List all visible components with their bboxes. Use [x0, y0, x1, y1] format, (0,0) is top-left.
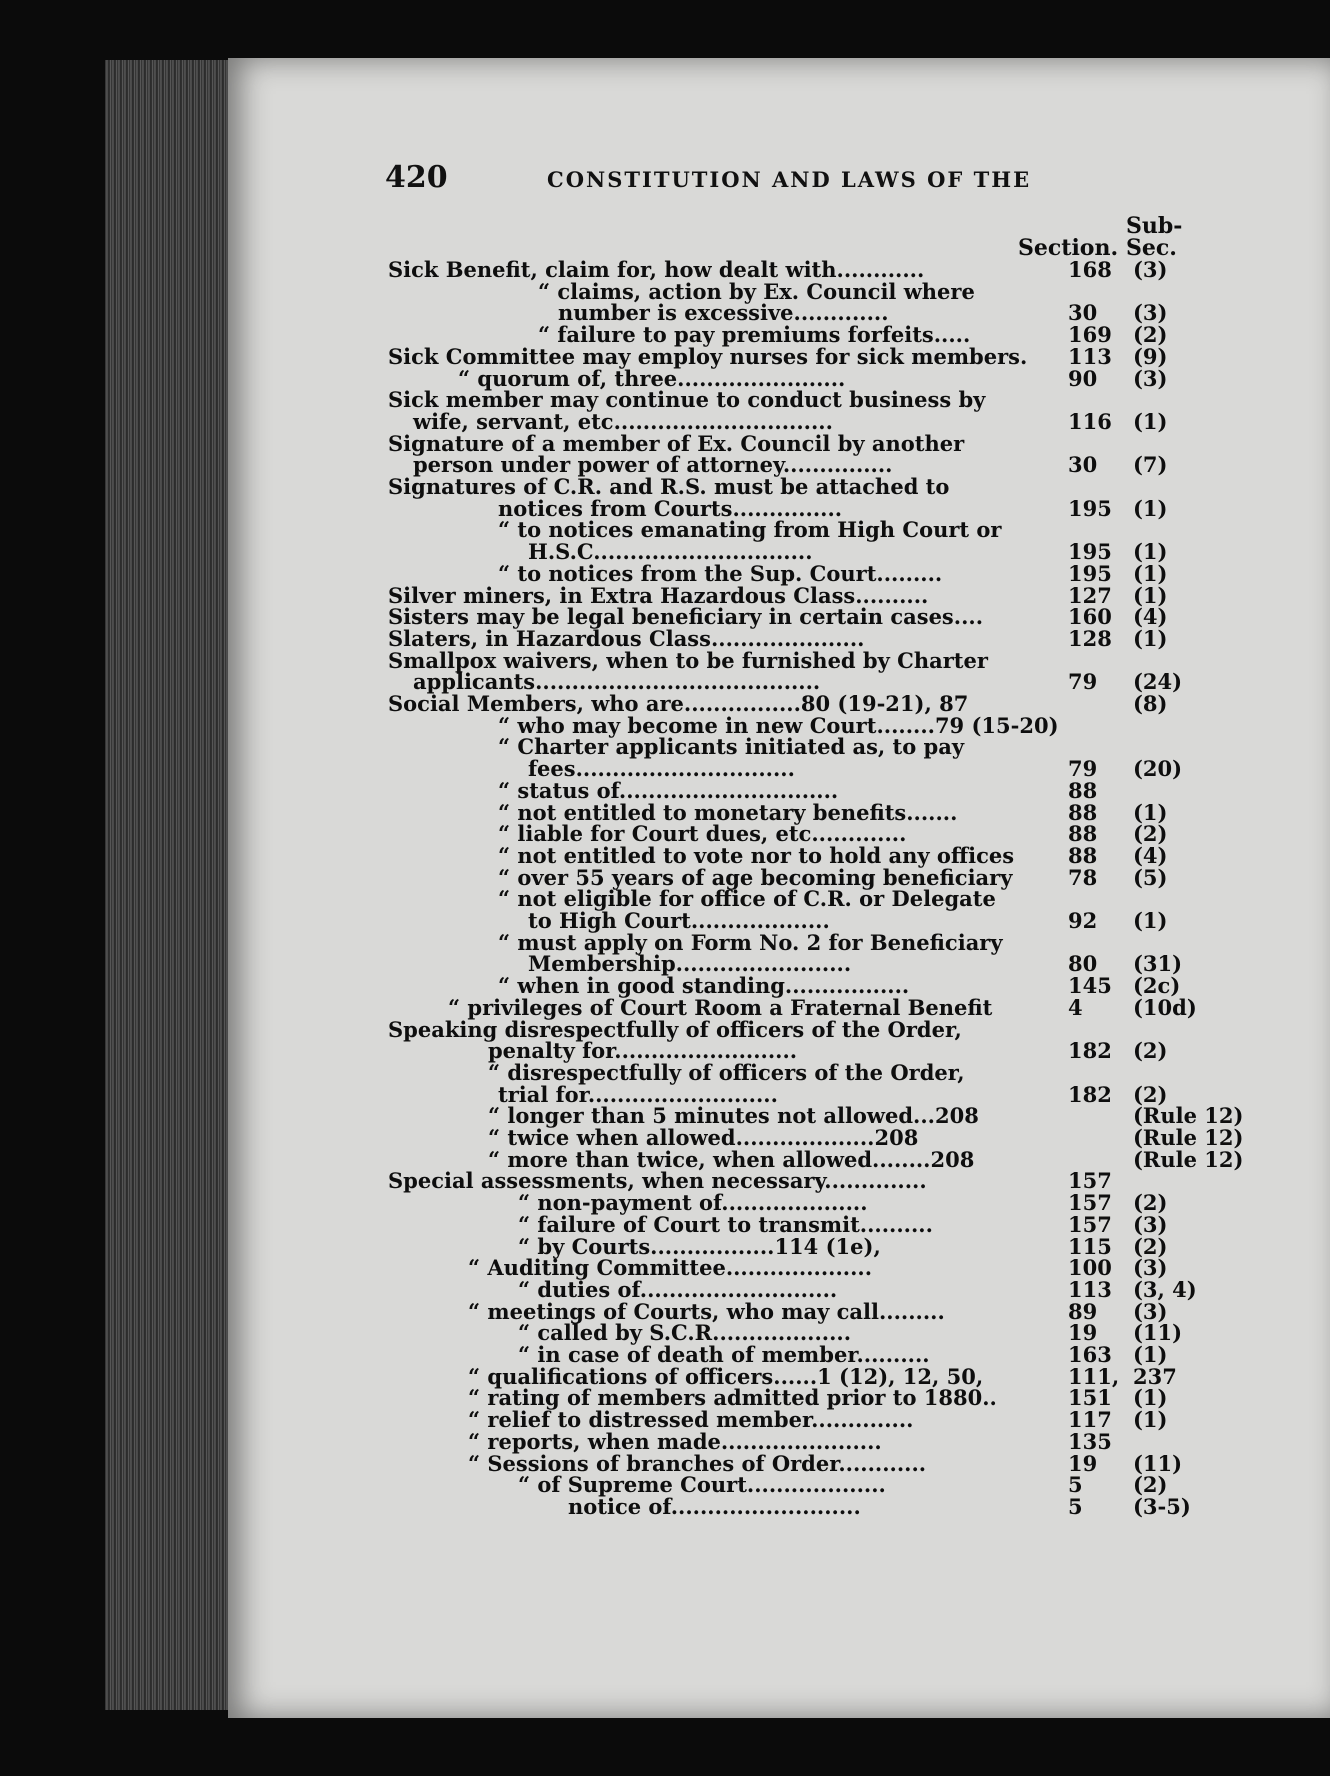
entry-text: Signatures of C.R. and R.S. must be attached to	[388, 474, 950, 499]
entry-section: 111,	[1068, 1363, 1120, 1389]
entry-section: 88	[1068, 842, 1098, 868]
entry-subsection: (1)	[1133, 495, 1168, 521]
entry-text: Signature of a member of Ex. Council by another	[388, 430, 965, 456]
book-page-edges	[105, 60, 235, 1710]
entry-text: “ qualifications of officers......1 (12), 12, 50,	[468, 1363, 984, 1389]
entry-subsection: (2)	[1133, 322, 1168, 348]
entry-section: 160	[1068, 604, 1112, 630]
entry-text: “ of Supreme Court...................	[518, 1472, 886, 1498]
entry-subsection: (2c)	[1133, 973, 1181, 999]
entry-text: “ failure of Court to transmit..........	[518, 1211, 933, 1237]
entry-section: 92	[1068, 908, 1098, 933]
column-head-sub: Sub-	[1126, 213, 1183, 239]
running-title: CONSTITUTION AND LAWS OF THE	[547, 167, 1032, 192]
entry-text: Speaking disrespectfully of officers of the Order,	[388, 1016, 962, 1042]
entry-subsection: (Rule 12)	[1133, 1125, 1244, 1150]
entry-subsection: (1)	[1133, 1342, 1168, 1367]
entry-subsection: (3)	[1133, 1211, 1168, 1237]
entry-subsection: (3-5)	[1133, 1493, 1191, 1519]
entry-subsection: (3)	[1133, 1298, 1168, 1324]
entry-text: “ not entitled to vote nor to hold any offices	[498, 842, 1015, 868]
entry-section: 169	[1068, 322, 1112, 348]
entry-section: 135	[1068, 1428, 1112, 1454]
entry-subsection: (1)	[1133, 539, 1168, 565]
entry-text: Social Members, who are................80 (19-21), 87	[388, 691, 969, 716]
entry-subsection: (2)	[1133, 1472, 1168, 1498]
entry-text: Membership........................	[528, 951, 852, 977]
entry-subsection: (20)	[1133, 756, 1183, 782]
entry-subsection: (1)	[1133, 408, 1168, 434]
entry-section: 113	[1068, 1276, 1112, 1302]
entry-text: “ disrespectfully of officers of the Order,	[488, 1059, 965, 1085]
entry-subsection: (8)	[1133, 691, 1168, 716]
entry-text: “ when in good standing.................	[498, 973, 910, 999]
entry-text: “ over 55 years of age becoming beneficiary	[498, 864, 1013, 890]
entry-section: 163	[1068, 1342, 1112, 1367]
entry-section: 88	[1068, 799, 1098, 825]
entry-subsection: (1)	[1133, 582, 1168, 608]
entry-section: 151	[1068, 1385, 1112, 1411]
entry-section: 117	[1068, 1407, 1112, 1433]
entry-subsection: (3)	[1133, 1255, 1168, 1281]
entry-text: “ Sessions of branches of Order............	[468, 1450, 927, 1476]
entry-section: 127	[1068, 582, 1112, 608]
entry-subsection: (1)	[1133, 625, 1168, 651]
entry-text: “ longer than 5 minutes not allowed...208	[488, 1103, 979, 1129]
entry-section: 195	[1068, 560, 1112, 586]
column-head-sec: Sec.	[1126, 235, 1177, 261]
index-listing	[388, 213, 1244, 1555]
entry-text: Slaters, in Hazardous Class.....................	[388, 625, 865, 651]
entry-section: 168	[1068, 257, 1112, 282]
entry-text: Sisters may be legal beneficiary in certain cases....	[388, 604, 984, 630]
entry-subsection: (1)	[1133, 1385, 1168, 1411]
entry-section: 145	[1068, 973, 1112, 999]
entry-subsection: (5)	[1133, 864, 1168, 890]
entry-text: H.S.C..............................	[528, 539, 813, 565]
entry-text: person under power of attorney...............	[413, 452, 893, 478]
entry-subsection: (3)	[1133, 257, 1168, 282]
entry-section: 19	[1068, 1450, 1098, 1476]
entry-text: “ in case of death of member..........	[518, 1342, 930, 1367]
entry-subsection: (2)	[1133, 1190, 1168, 1216]
entry-section: 30	[1068, 300, 1098, 326]
entry-section: 195	[1068, 539, 1112, 565]
entry-text: “ quorum of, three.......................	[458, 365, 846, 391]
entry-text: Silver miners, in Extra Hazardous Class..........	[388, 582, 929, 608]
entry-text: trial for..........................	[498, 1081, 778, 1107]
entry-subsection: (2)	[1133, 1038, 1168, 1064]
entry-text: “ called by S.C.R...................	[518, 1320, 852, 1346]
entry-text: “ to notices from the Sup. Court.........	[498, 560, 943, 586]
entry-subsection: (24)	[1133, 669, 1183, 695]
entry-section: 5	[1068, 1493, 1083, 1519]
entry-text: “ reports, when made......................	[468, 1428, 882, 1454]
entry-text: penalty for.........................	[488, 1038, 798, 1064]
entry-section: 182	[1068, 1038, 1112, 1064]
entry-subsection: (3)	[1133, 365, 1168, 391]
entry-section: 80	[1068, 951, 1098, 977]
entry-text: wife, servant, etc..............................	[413, 408, 833, 434]
entry-section: 128	[1068, 625, 1112, 651]
entry-subsection: (3)	[1133, 300, 1168, 326]
entry-text: “ by Courts.................114 (1e),	[518, 1233, 881, 1259]
entry-text: “ not eligible for office of C.R. or Delegate	[498, 886, 996, 912]
entry-text: “ twice when allowed...................208	[488, 1125, 919, 1150]
entry-section: 195	[1068, 495, 1112, 521]
entry-text: “ Charter applicants initiated as, to pay	[498, 734, 965, 760]
page-number: 420	[385, 160, 448, 195]
entry-subsection: (11)	[1133, 1450, 1183, 1476]
entry-subsection: (1)	[1133, 799, 1168, 825]
entry-section: 157	[1068, 1168, 1112, 1194]
entry-section: 115	[1068, 1233, 1112, 1259]
entry-text: “ to notices emanating from High Court or	[498, 517, 1002, 543]
entry-section: 157	[1068, 1211, 1112, 1237]
entry-subsection: (4)	[1133, 604, 1168, 630]
entry-subsection: (11)	[1133, 1320, 1183, 1346]
entry-text: “ liable for Court dues, etc.............	[498, 821, 907, 847]
entry-text: Smallpox waivers, when to be furnished by Charter	[388, 647, 988, 673]
entry-subsection: (2)	[1133, 1233, 1168, 1259]
entry-text: “ rating of members admitted prior to 1880..	[468, 1385, 997, 1411]
entry-subsection: (9)	[1133, 343, 1168, 369]
entry-text: notices from Courts...............	[498, 495, 843, 521]
entry-text: “ non-payment of....................	[518, 1190, 868, 1216]
page-header	[385, 160, 1085, 200]
entry-section: 100	[1068, 1255, 1112, 1281]
entry-subsection: (2)	[1133, 1081, 1168, 1107]
entry-text: fees..............................	[528, 756, 795, 782]
entry-section: 90	[1068, 365, 1098, 391]
entry-section: 88	[1068, 777, 1098, 803]
entry-section: 89	[1068, 1298, 1098, 1324]
entry-text: “ Auditing Committee....................	[468, 1255, 873, 1281]
entry-text: “ must apply on Form No. 2 for Beneficiary	[498, 929, 1003, 955]
entry-section: 116	[1068, 408, 1112, 434]
entry-subsection: (31)	[1133, 951, 1183, 977]
entry-text: Sick Committee may employ nurses for sick members.	[388, 343, 1028, 369]
entry-subsection: 237	[1133, 1363, 1177, 1389]
entry-text: notice of..........................	[568, 1493, 861, 1519]
entry-subsection: (Rule 12)	[1133, 1103, 1244, 1129]
entry-text: number is excessive.............	[558, 300, 889, 326]
entry-text: to High Court...................	[528, 908, 830, 933]
entry-subsection: (1)	[1133, 908, 1168, 933]
entry-text: “ failure to pay premiums forfeits.....	[538, 322, 971, 348]
entry-text: “ relief to distressed member..............	[468, 1407, 914, 1433]
entry-section: 79	[1068, 756, 1098, 782]
entry-section: 79	[1068, 669, 1098, 695]
entry-text: “ more than twice, when allowed........208	[488, 1146, 975, 1172]
entry-section: 19	[1068, 1320, 1098, 1346]
entry-subsection: (10d)	[1133, 994, 1197, 1020]
entry-section: 5	[1068, 1472, 1083, 1498]
entry-subsection: (Rule 12)	[1133, 1146, 1244, 1172]
entry-subsection: (4)	[1133, 842, 1168, 868]
entry-text: “ privileges of Court Room a Fraternal Benefit	[448, 994, 993, 1020]
entry-text: “ claims, action by Ex. Council where	[538, 278, 975, 304]
entry-section: 88	[1068, 821, 1098, 847]
entry-section: 4	[1068, 994, 1083, 1020]
entry-text: Sick Benefit, claim for, how dealt with............	[388, 257, 925, 282]
entry-subsection: (1)	[1133, 1407, 1168, 1433]
entry-text: applicants.......................................	[413, 669, 821, 695]
column-head-section: Section.	[1018, 235, 1119, 261]
entry-subsection: (1)	[1133, 560, 1168, 586]
entry-subsection: (2)	[1133, 821, 1168, 847]
entry-text: “ who may become in new Court........79 (15-20)	[498, 712, 1059, 738]
entry-section: 157	[1068, 1190, 1112, 1216]
entry-text: “ meetings of Courts, who may call.........	[468, 1298, 945, 1324]
entry-text: “ duties of...........................	[518, 1276, 838, 1302]
entry-text: “ not entitled to monetary benefits.......	[498, 799, 958, 825]
entry-subsection: (3, 4)	[1133, 1276, 1197, 1302]
entry-section: 78	[1068, 864, 1098, 890]
entry-subsection: (7)	[1133, 452, 1168, 478]
entry-text: “ status of..............................	[498, 777, 839, 803]
entry-text: Sick member may continue to conduct business by	[388, 387, 986, 413]
entry-text: Special assessments, when necessary..............	[388, 1168, 927, 1194]
entry-section: 113	[1068, 343, 1112, 369]
entry-section: 30	[1068, 452, 1098, 478]
entry-section: 182	[1068, 1081, 1112, 1107]
